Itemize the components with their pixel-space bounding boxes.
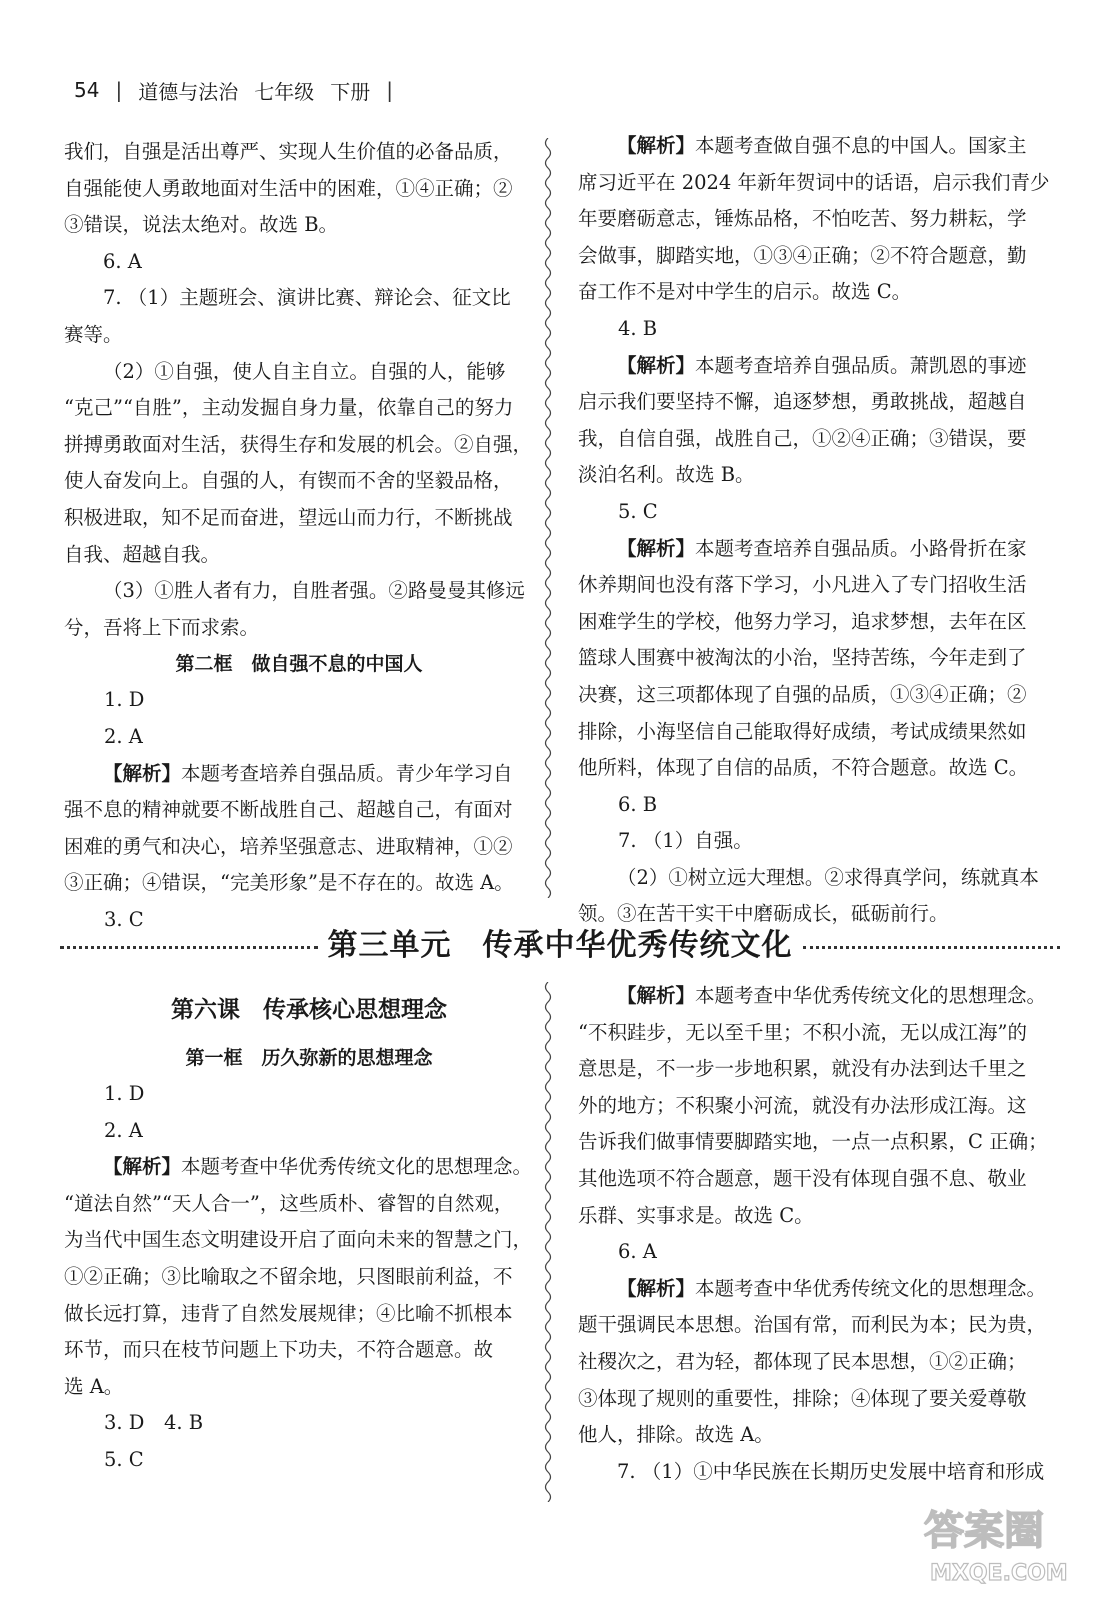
text-line: ③体现了规则的重要性，排除；④体现了要关爱尊敬 (578, 1386, 1027, 1410)
text-line: 本题考查做自强不息的中国人。国家主 (695, 134, 1027, 157)
text-line: 意思是，不一步一步地积累，就没有办法到达千里之 (578, 1057, 1027, 1081)
text-line: 我们，自强是活出尊严、实现人生价值的必备品质， (64, 140, 513, 163)
analysis-tag: 【解析】 (617, 134, 696, 157)
header-separator-end: | (386, 78, 393, 102)
column-divider (541, 982, 555, 1502)
text-line: 积极进取，知不足而奋进，望远山而力行，不断挑战 (64, 505, 513, 529)
answer-item: 7. （1）①中华民族在长期历史发展中培育和形成 (617, 1459, 1045, 1483)
answer-item: 6. A (103, 249, 142, 273)
left-column-bottom (64, 990, 554, 1479)
answer-item: 7. （1）自强。 (618, 829, 753, 853)
text-line: 启示我们要坚持不懈，追逐梦想，勇敢挑战，超越自 (578, 390, 1027, 414)
analysis-tag: 【解析】 (617, 1276, 696, 1300)
page-header (74, 72, 393, 108)
text-line: 困难的勇气和决心，培养坚强意志、进取精神，①② (64, 834, 513, 858)
column-divider (541, 138, 555, 898)
answer-item: 5. C (104, 1447, 144, 1471)
text-line: 题干强调民本思想。治国有常，而利民为本；民为贵， (578, 1313, 1047, 1337)
answer-item: 2. A (104, 1118, 143, 1142)
right-column-bottom (578, 978, 1052, 1490)
text-line: ③错误，说法太绝对。故选 B。 (64, 213, 339, 237)
text-line: “克己”“自胜”，主动发掘自身力量，依靠自己的努力 (64, 396, 514, 420)
text-line: （2）①自强，使人自主自立。自强的人，能够 (103, 359, 506, 383)
answer-item: 5. C (618, 499, 658, 523)
analysis-tag: 【解析】 (103, 1155, 182, 1179)
header-separator: | (115, 78, 123, 102)
watermark-logo-text: 答案圈 (924, 1508, 1044, 1554)
text-line: 本题考查培养自强品质。青少年学习自 (181, 761, 513, 785)
watermark-url: MXQE.COM (930, 1561, 1068, 1586)
text-line: “道法自然”“天人合一”，这些质朴、睿智的自然观， (64, 1191, 514, 1215)
analysis-tag: 【解析】 (617, 353, 696, 377)
dotted-rule-left (60, 946, 318, 949)
text-line: 排除，小海坚信自己能取得好成绩，考试成绩果然如 (578, 719, 1027, 743)
analysis-tag: 【解析】 (617, 984, 696, 1007)
answer-item: 7. （1）主题班会、演讲比赛、辩论会、征文比 (103, 286, 511, 310)
text-line: 本题考查中华优秀传统文化的思想理念。 (695, 984, 1047, 1007)
text-line: 年要磨砺意志，锤炼品格，不怕吃苦、努力耕耘，学 (578, 207, 1027, 231)
text-line: 做长远打算，违背了自然发展规律；④比喻不抓根本 (64, 1301, 513, 1325)
analysis-tag: 【解析】 (617, 536, 696, 560)
text-line: 决赛，这三项都体现了自强的品质，①③④正确；② (578, 682, 1027, 706)
answer-item: 4. B (618, 316, 658, 340)
text-line: 兮，吾将上下而求索。 (64, 615, 260, 639)
text-line: 他人，排除。故选 A。 (578, 1423, 774, 1447)
text-line: 其他选项不符合题意，题干没有体现自强不息、敬业 (578, 1166, 1027, 1190)
text-line: 乐群、实事求是。故选 C。 (578, 1203, 814, 1227)
text-line: 淡泊名利。故选 B。 (578, 463, 755, 487)
left-column-top (64, 134, 534, 938)
unit-heading (60, 916, 1060, 968)
text-line: 拼搏勇敢面对生活，获得生存和发展的机会。②自强， (64, 432, 533, 456)
text-line: 我，自信自强，战胜自己，①②④正确；③错误，要 (578, 426, 1027, 450)
text-line: 使人奋发向上。自强的人，有锲而不舍的坚毅品格， (64, 469, 513, 493)
text-line: 为当代中国生态文明建设开启了面向未来的智慧之门， (64, 1228, 533, 1252)
text-line: 告诉我们做事情要脚踏实地，一点一点积累，C 正确； (578, 1130, 1048, 1154)
section-title: 第二框 做自强不息的中国人 (175, 653, 423, 676)
text-line: 环节，而只在枝节问题上下功夫，不符合题意。故 (64, 1338, 494, 1362)
watermark-logo (920, 1500, 1090, 1590)
text-line: 强不息的精神就要不断战胜自己、超越自己，有面对 (64, 798, 513, 822)
text-line: 本题考查中华优秀传统文化的思想理念。 (181, 1155, 533, 1179)
lesson-title: 第六课 传承核心思想理念 (171, 997, 447, 1023)
book-subject: 道德与法治 (138, 79, 239, 104)
text-line: 社稷次之，君为轻，都体现了民本思想，①②正确； (578, 1349, 1027, 1373)
text-line: 选 A。 (64, 1374, 124, 1398)
text-line: “不积跬步，无以至千里；不积小流，无以成江海”的 (578, 1020, 1027, 1044)
analysis-tag: 【解析】 (103, 761, 182, 785)
answer-item: 2. A (104, 724, 143, 748)
book-volume: 下册 (330, 79, 371, 104)
text-line: 本题考查中华优秀传统文化的思想理念。 (695, 1276, 1047, 1300)
text-line: （3）①胜人者有力，自胜者强。②路曼曼其修远 (103, 579, 525, 603)
text-line: 他所料，体现了自信的品质，不符合题意。故选 C。 (578, 756, 1029, 780)
right-column-top (578, 128, 1052, 933)
text-line: 困难学生的学校，他努力学习，追求梦想，去年在区 (578, 609, 1027, 633)
answer-item: 6. B (618, 792, 658, 816)
text-line: 自强能使人勇敢地面对生活中的困难，①④正确；② (64, 176, 513, 200)
text-line: （2）①树立远大理想。②求得真学问，练就真本 (617, 865, 1039, 889)
book-grade: 七年级 (254, 79, 315, 104)
text-line: 外的地方；不积聚小河流，就没有办法形成江海。这 (578, 1093, 1027, 1117)
answer-item: 6. A (618, 1240, 657, 1264)
text-line: 本题考查培养自强品质。小路骨折在家 (695, 536, 1027, 560)
text-line: 领。③在苦干实干中磨砺成长，砥砺前行。 (578, 902, 949, 926)
text-line: ①②正确；③比喻取之不留余地，只图眼前利益，不 (64, 1264, 513, 1288)
text-line: ③正确；④错误，“完美形象”是不存在的。故选 A。 (64, 871, 514, 895)
text-line: 席习近平在 2024 年新年贺词中的话语，启示我们青少 (578, 170, 1050, 194)
unit-title: 第三单元 传承中华优秀传统文化 (327, 928, 793, 963)
text-line: 自我、超越自我。 (64, 542, 221, 566)
page-number: 54 (74, 78, 100, 102)
text-line: 本题考查培养自强品质。萧凯恩的事迹 (695, 353, 1027, 377)
answer-item: 1. D (104, 688, 145, 712)
answer-item: 3. D 4. B (104, 1411, 204, 1435)
text-line: 休养期间也没有落下学习，小凡进入了专门招收生活 (578, 573, 1027, 597)
section-title: 第一框 历久弥新的思想理念 (185, 1047, 433, 1069)
text-line: 奋工作不是对中学生的启示。故选 C。 (578, 280, 912, 304)
dotted-rule-right (803, 946, 1061, 949)
answer-item: 3. C (104, 907, 144, 931)
text-line: 篮球人围赛中被淘汰的小治，坚持苦练，今年走到了 (578, 646, 1027, 670)
answer-item: 1. D (104, 1082, 145, 1105)
text-line: 赛等。 (64, 322, 123, 346)
text-line: 会做事，脚踏实地，①③④正确；②不符合题意，勤 (578, 243, 1027, 267)
